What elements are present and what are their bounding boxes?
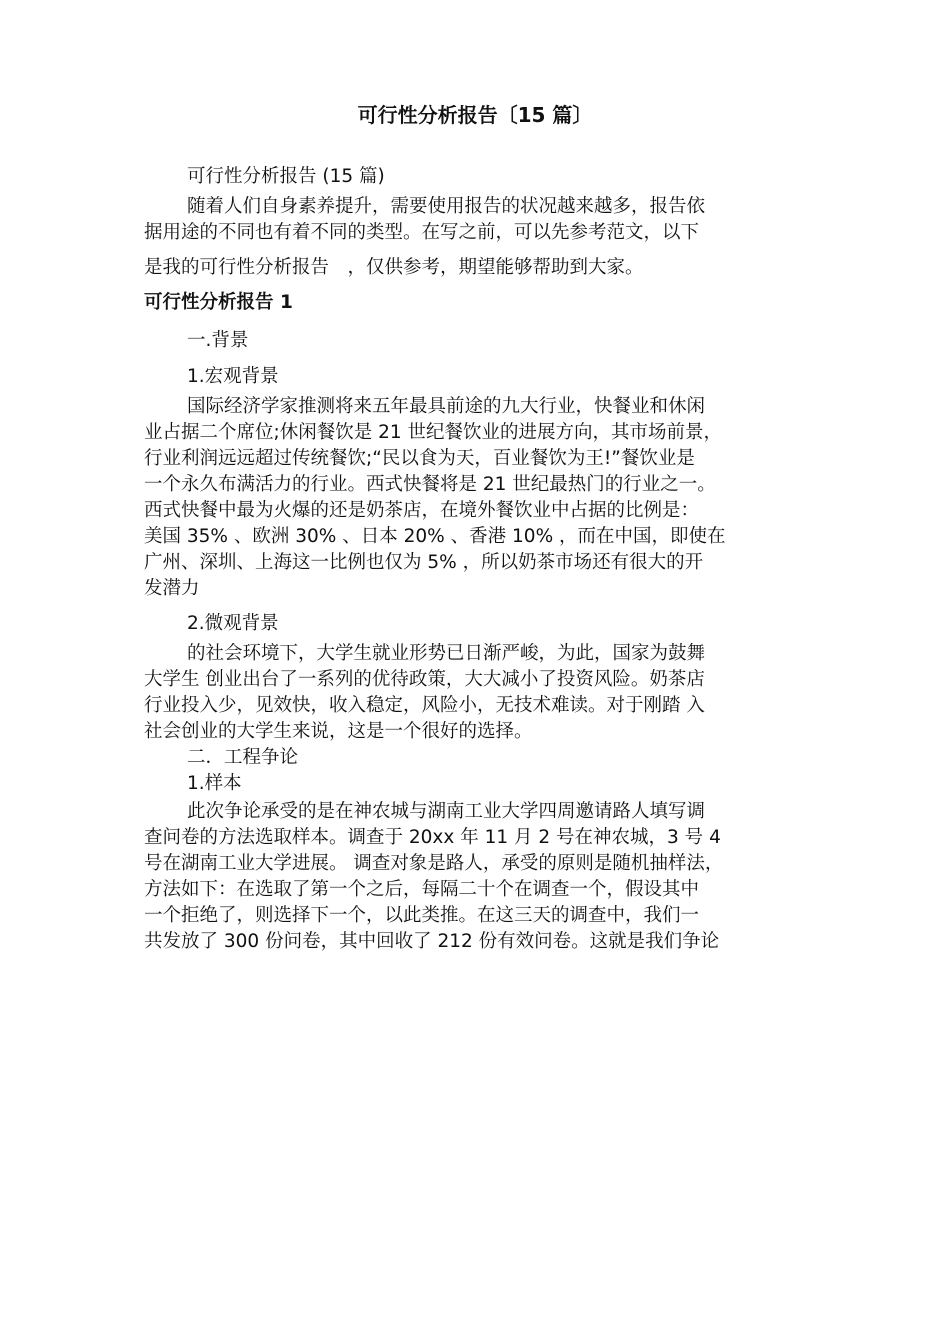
macro-line-2: 业占据二个席位;休闲餐饮是 21 世纪餐饮业的进展方向，其市场前景， — [144, 422, 723, 443]
sample-line-4: 方法如下：在选取了第一个之后，每隔二十个在调查一个，假设其中 — [144, 879, 700, 900]
subheading-micro: 2.微观背景 — [187, 613, 279, 634]
document-subtitle: 可行性分析报告 (15 篇) — [187, 166, 385, 187]
macro-line-5: 西式快餐中最为火爆的还是奶茶店，在境外餐饮业中占据的比例是： — [144, 500, 700, 521]
macro-line-4: 一个永久布满活力的行业。西式快餐将是 21 世纪最热门的行业之一。 — [144, 474, 716, 495]
part-heading-research: 二．工程争论 — [187, 747, 299, 768]
intro-line-3: 是我的可行性分析报告 ，仅供参考，期望能够帮助到大家。 — [144, 257, 644, 278]
part-heading-background: 一.背景 — [187, 330, 249, 351]
intro-line-1: 随着人们自身素养提升，需要使用报告的状况越来越多，报告依 — [187, 196, 706, 217]
section-heading: 可行性分析报告 1 — [144, 292, 293, 313]
document-title: 可行性分析报告〔15 篇〕 — [357, 103, 593, 127]
sample-line-1: 此次争论承受的是在神农城与湖南工业大学四周邀请路人填写调 — [187, 801, 706, 822]
macro-line-3: 行业利润远远超过传统餐饮;“民以食为天，百业餐饮为王!”餐饮业是 — [144, 448, 695, 469]
subheading-sample: 1.样本 — [187, 773, 242, 794]
subheading-macro: 1.宏观背景 — [187, 366, 279, 387]
sample-line-2: 查问卷的方法选取样本。调查于 20xx 年 11 月 2 号在神农城，3 号 4 — [144, 827, 721, 848]
micro-line-1: 的社会环境下，大学生就业形势已日渐严峻，为此，国家为鼓舞 — [187, 643, 706, 664]
macro-line-1: 国际经济学家推测将来五年最具前途的九大行业，快餐业和休闲 — [187, 396, 706, 417]
macro-line-8: 发潜力 — [144, 578, 200, 599]
macro-line-7: 广州、深圳、上海这一比例也仅为 5% ，所以奶茶市场还有很大的开 — [144, 552, 704, 573]
sample-line-6: 共发放了 300 份问卷，其中回收了 212 份有效问卷。这就是我们争论 — [144, 931, 720, 952]
sample-line-3: 号在湖南工业大学进展。 调查对象是路人，承受的原则是随机抽样法， — [144, 853, 724, 874]
sample-line-5: 一个拒绝了，则选择下一个，以此类推。在这三天的调查中，我们一 — [144, 905, 700, 926]
micro-line-3: 行业投入少，见效快，收入稳定，风险小，无技术难读。对于刚踏 入 — [144, 695, 705, 716]
micro-line-4: 社会创业的大学生来说，这是一个很好的选择。 — [144, 721, 533, 742]
intro-line-2: 据用途的不同也有着不同的类型。在写之前，可以先参考范文，以下 — [144, 222, 700, 243]
micro-line-2: 大学生 创业出台了一系列的优待政策，大大减小了投资风险。奶茶店 — [144, 669, 705, 690]
macro-line-6: 美国 35% 、欧洲 30% 、日本 20% 、香港 10% ，而在中国，即使在 — [144, 526, 726, 547]
